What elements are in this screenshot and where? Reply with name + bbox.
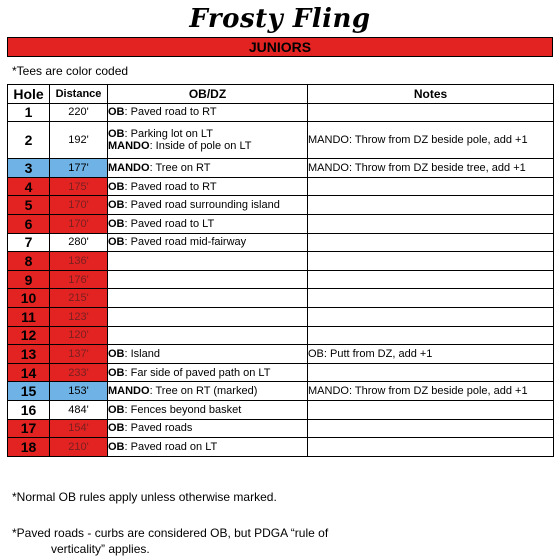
hole-number: 13 (8, 345, 50, 364)
obdz-line (108, 236, 307, 248)
obdz-line (108, 385, 307, 397)
obdz-label: MANDO (108, 140, 150, 153)
hole-notes (308, 214, 554, 233)
obdz-line (108, 140, 307, 152)
hole-obdz (108, 196, 308, 215)
obdz-text: : Tree on RT (149, 161, 211, 174)
hole-number: 10 (8, 289, 50, 308)
obdz-line (108, 106, 307, 118)
hole-distance: 210' (50, 438, 108, 457)
obdz-text: : Paved roads (124, 422, 193, 435)
hole-number: 3 (8, 159, 50, 178)
hole-distance: 170' (50, 214, 108, 233)
hole-obdz (108, 419, 308, 438)
table-row (8, 419, 554, 438)
hole-obdz (108, 382, 308, 401)
obdz-label: OB (108, 403, 125, 416)
hole-table (7, 84, 554, 457)
table-row (8, 345, 554, 364)
table-header-row (8, 85, 554, 104)
table-row (8, 122, 554, 159)
table-row (8, 438, 554, 457)
hole-number: 18 (8, 438, 50, 457)
hole-distance: 137' (50, 345, 108, 364)
hole-notes: MANDO: Throw from DZ beside pole, add +1 (308, 122, 554, 159)
table-row (8, 159, 554, 178)
obdz-label: MANDO (108, 385, 150, 398)
hole-notes (308, 177, 554, 196)
obdz-label: OB (108, 236, 125, 249)
hole-obdz (108, 233, 308, 252)
obdz-text: : Paved road to RT (124, 106, 217, 119)
obdz-line (108, 348, 307, 360)
hole-distance: 170' (50, 196, 108, 215)
table-row (8, 103, 554, 122)
table-row (8, 214, 554, 233)
obdz-text: : Far side of paved path on LT (124, 366, 271, 379)
obdz-label: OB (108, 440, 125, 453)
obdz-line (108, 218, 307, 230)
obdz-line (108, 367, 307, 379)
hole-distance: 177' (50, 159, 108, 178)
hole-notes: MANDO: Throw from DZ beside pole, add +1 (308, 382, 554, 401)
obdz-label: OB (108, 366, 125, 379)
table-row (8, 326, 554, 345)
hole-distance: 120' (50, 326, 108, 345)
obdz-text: : Fences beyond basket (124, 403, 242, 416)
table-row (8, 363, 554, 382)
hole-distance: 153' (50, 382, 108, 401)
hole-number: 5 (8, 196, 50, 215)
hole-number: 7 (8, 233, 50, 252)
hole-notes (308, 252, 554, 271)
table-row (8, 307, 554, 326)
hole-distance: 175' (50, 177, 108, 196)
hole-obdz (108, 270, 308, 289)
obdz-line (108, 404, 307, 416)
obdz-text: : Paved road to LT (124, 217, 215, 230)
hole-distance: 154' (50, 419, 108, 438)
division-banner: JUNIORS (7, 37, 553, 57)
obdz-line (108, 422, 307, 434)
table-row (8, 289, 554, 308)
obdz-text: : Paved road on LT (124, 440, 218, 453)
obdz-line (108, 181, 307, 193)
hole-obdz (108, 326, 308, 345)
hole-notes (308, 196, 554, 215)
hole-number: 8 (8, 252, 50, 271)
obdz-text: : Tree on RT (marked) (149, 385, 258, 398)
obdz-label: MANDO (108, 161, 150, 174)
obdz-text: : Inside of pole on LT (149, 140, 252, 153)
hole-notes (308, 419, 554, 438)
hole-obdz (108, 122, 308, 159)
obdz-text: : Paved road mid-fairway (124, 236, 247, 249)
hole-notes (308, 400, 554, 419)
footnote-paved-roads (12, 525, 328, 557)
hole-notes (308, 289, 554, 308)
hole-distance: 136' (50, 252, 108, 271)
table-row (8, 252, 554, 271)
hole-notes (308, 233, 554, 252)
hole-obdz (108, 363, 308, 382)
header-notes: Notes (308, 85, 554, 104)
table-row (8, 233, 554, 252)
hole-obdz (108, 400, 308, 419)
hole-number: 4 (8, 177, 50, 196)
obdz-line (108, 441, 307, 453)
table-row (8, 382, 554, 401)
obdz-line (108, 199, 307, 211)
hole-number: 2 (8, 122, 50, 159)
hole-distance: 233' (50, 363, 108, 382)
table-row (8, 196, 554, 215)
hole-number: 16 (8, 400, 50, 419)
hole-number: 6 (8, 214, 50, 233)
hole-number: 15 (8, 382, 50, 401)
hole-obdz (108, 214, 308, 233)
footnote-normal-ob: *Normal OB rules apply unless otherwise marked. (12, 490, 277, 504)
obdz-label: OB (108, 217, 125, 230)
hole-notes (308, 438, 554, 457)
hole-notes (308, 103, 554, 122)
hole-notes (308, 307, 554, 326)
obdz-text: : Paved road surrounding island (124, 199, 280, 212)
hole-distance: 280' (50, 233, 108, 252)
header-hole: Hole (8, 85, 50, 104)
obdz-text: : Island (124, 347, 160, 360)
obdz-text: : Parking lot on LT (124, 128, 213, 141)
obdz-label: OB (108, 199, 125, 212)
hole-obdz (108, 177, 308, 196)
footnote-paved-line1: *Paved roads - curbs are considered OB, but PDGA “rule of (12, 526, 329, 540)
table-row (8, 270, 554, 289)
obdz-line (108, 162, 307, 174)
footnote-paved-line2: verticality” applies. (51, 542, 150, 556)
hole-number: 9 (8, 270, 50, 289)
hole-number: 1 (8, 103, 50, 122)
obdz-label: OB (108, 180, 125, 193)
hole-notes (308, 270, 554, 289)
table-row (8, 177, 554, 196)
hole-notes (308, 326, 554, 345)
hole-distance: 220' (50, 103, 108, 122)
hole-distance: 123' (50, 307, 108, 326)
hole-notes: MANDO: Throw from DZ beside tree, add +1 (308, 159, 554, 178)
header-obdz: OB/DZ (108, 85, 308, 104)
page-title: Frosty Fling (189, 4, 371, 34)
hole-obdz (108, 252, 308, 271)
hole-notes: OB: Putt from DZ, add +1 (308, 345, 554, 364)
table-row (8, 400, 554, 419)
hole-obdz (108, 307, 308, 326)
obdz-line (108, 128, 307, 140)
hole-number: 11 (8, 307, 50, 326)
hole-obdz (108, 438, 308, 457)
hole-obdz (108, 159, 308, 178)
hole-number: 17 (8, 419, 50, 438)
tees-note: *Tees are color coded (12, 64, 129, 78)
obdz-label: OB (108, 128, 125, 141)
hole-number: 12 (8, 326, 50, 345)
hole-obdz (108, 103, 308, 122)
obdz-label: OB (108, 106, 125, 119)
hole-distance: 192' (50, 122, 108, 159)
hole-rows (8, 103, 554, 456)
hole-number: 14 (8, 363, 50, 382)
obdz-text: : Paved road to RT (124, 180, 217, 193)
hole-notes (308, 363, 554, 382)
obdz-label: OB (108, 347, 125, 360)
hole-distance: 215' (50, 289, 108, 308)
header-distance: Distance (50, 85, 108, 104)
hole-distance: 176' (50, 270, 108, 289)
hole-obdz (108, 345, 308, 364)
hole-distance: 484' (50, 400, 108, 419)
obdz-label: OB (108, 422, 125, 435)
hole-obdz (108, 289, 308, 308)
